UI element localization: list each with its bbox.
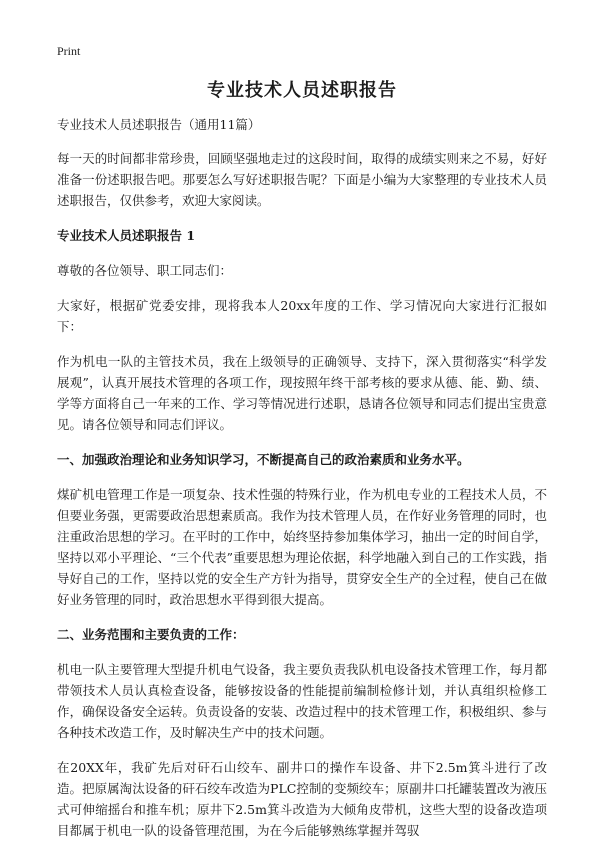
role-paragraph: 作为机电一队的主管技术员，我在上级领导的正确领导、支持下，深入贯彻落实“科学发展观”，认真开展技术管理的各项工作，现按照年终干部考核的要求从德、能、勤、绩、学等方面将自己一年来的工作、学习等情况进行述职，恳请各位领导和同志们提出宝贵意见。请各位领导和同志们评议。 (57, 354, 547, 432)
study-paragraph: 煤矿机电管理工作是一项复杂、技术性强的特殊行业，作为机电专业的工程技术人员，不但要业务强，更需要政治思想素质高。我作为技术管理人员，在作好业务管理的同时，也注重政治思想的学习。在平时的工作中，始终坚持参加集体学习，抽出一定的时间自学，坚持以邓小平理论、“三个代表”重要思想为理论依据，科学地融入到自己的工作实践，指导好自己的工作，坚持以党的安全生产方针为指导，贯穿安全生产的全过程，使自己在做好业务管理的同时，政治思想水平得到很大提高。 (57, 487, 547, 607)
scope-paragraph: 机电一队主要管理大型提升机电气设备，我主要负责我队机电设备技术管理工作，每月都带领技术人员认真检查设备，能够按设备的性能提前编制检修计划，并认真组织检修工作，确保设备安全运转。负责设备的安装、改造过程中的技术管理工作，积极组织、参与各种技术改造工作，及时解决生产中的技术问题。 (57, 662, 547, 740)
document-subtitle: 专业技术人员述职报告（通用11篇） (57, 117, 261, 132)
document-content (57, 74, 547, 855)
heading-business-scope: 二、业务范围和主要负责的工作： (57, 627, 245, 642)
print-link[interactable]: Print (57, 44, 81, 58)
heading-political-study: 一、加强政治理论和业务知识学习，不断提高自己的政治素质和业务水平。 (57, 452, 470, 467)
section-heading: 专业技术人员述职报告 1 (57, 228, 196, 243)
page-title: 专业技术人员述职报告 (207, 80, 397, 101)
projects-paragraph: 在20XX年，我矿先后对矸石山绞车、副井口的操作车设备、井下2.5m箕斗进行了改造。把原属淘汰设备的矸石绞车改造为PLC控制的变频绞车；原副井口托罐装置改为液压式可伸缩摇台和推车机；原井下2.5m箕斗改造为大倾角皮带机，这些大型的设备改造项目都属于机电一队的设备管理范围，为在今后能够熟练掌握并驾驭 (57, 760, 547, 838)
intro-paragraph: 每一天的时间都非常珍贵，回顾坚强地走过的这段时间，取得的成绩实则来之不易，好好准备一份述职报告吧。那要怎么写好述职报告呢？下面是小编为大家整理的专业技术人员述职报告，仅供参考，欢迎大家阅读。 (57, 151, 547, 208)
opening-paragraph: 大家好，根据矿党委安排，现将我本人20xx年度的工作、学习情况向大家进行汇报如下： (57, 298, 547, 334)
salutation: 尊敬的各位领导、职工同志们： (57, 263, 233, 278)
